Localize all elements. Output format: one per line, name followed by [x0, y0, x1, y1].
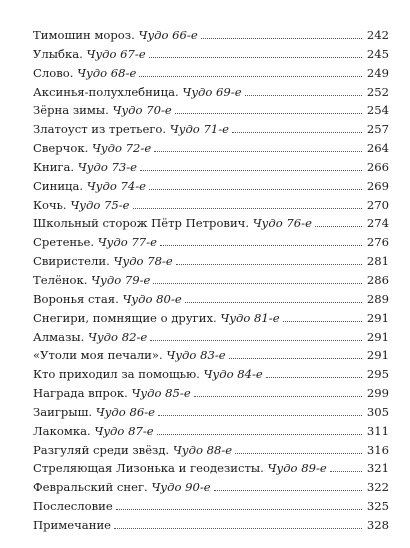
toc-entry-label: Слово. [33, 65, 74, 80]
toc-entry-page-number: 299 [366, 386, 389, 401]
toc-entry-chudo-number: Чудо 74-е [86, 178, 147, 193]
toc-entry-page-number: 286 [366, 272, 389, 287]
toc-entry-page-number: 291 [366, 329, 389, 344]
toc-entry [33, 271, 389, 290]
dot-leader [201, 38, 362, 39]
toc-entry-label: Воронья стая. [33, 291, 119, 306]
toc-entry-page-number: 311 [366, 423, 389, 438]
toc-entry-chudo-number: Чудо 79-е [91, 272, 151, 287]
dot-leader [139, 76, 362, 77]
toc-entry-page-number: 316 [366, 442, 389, 457]
toc-entry-page-number: 269 [366, 178, 389, 193]
dot-leader [158, 415, 362, 416]
dot-leader [330, 471, 362, 472]
toc-entry-page-number: 328 [366, 517, 389, 532]
toc-entry-label: Тимошин мороз. [33, 28, 135, 42]
toc-entry [33, 233, 389, 252]
toc-entry-title [33, 365, 263, 384]
toc-entry-chudo-number: Чудо 88-е [172, 442, 233, 457]
toc-entry [33, 101, 389, 120]
toc-entry-title [33, 177, 146, 196]
toc-entry-label: Телёнок. [33, 272, 88, 287]
dot-leader [114, 528, 362, 529]
toc-entry-label: Награда впрок. [33, 386, 128, 401]
toc-entry-title [33, 83, 242, 102]
toc-entry-page-number: 270 [366, 197, 389, 212]
toc-entry-label: Сретенье. [33, 235, 95, 250]
toc-entry-chudo-number: Чудо 72-е [91, 141, 152, 156]
dot-leader [140, 170, 362, 171]
toc-entry-title [33, 139, 151, 158]
toc-entry-chudo-number: Чудо 80-е [122, 291, 182, 306]
toc-entry [33, 497, 389, 516]
toc-entry-label: Разгуляй среди звёзд. [33, 442, 170, 457]
toc-entry-title [33, 26, 198, 45]
toc-entry-chudo-number: Чудо 78-е [113, 254, 173, 269]
toc-entry [33, 252, 389, 271]
toc-entry [33, 214, 389, 233]
toc-entry-label: Кто приходил за помощью. [33, 367, 200, 382]
toc-entry [33, 403, 389, 422]
toc-entry [33, 346, 389, 365]
toc-entry-title [33, 196, 130, 215]
toc-entry-label: Златоуст из третьего. [33, 122, 167, 137]
toc-entry-label: Февральский снег. [33, 480, 148, 495]
toc-entry-chudo-number: Чудо 73-е [77, 159, 138, 174]
toc-entry-chudo-number: Чудо 70-е [112, 103, 172, 118]
toc-entry-title [33, 101, 172, 120]
toc-entry-label: Свиристели. [33, 254, 110, 269]
dot-leader [214, 490, 362, 491]
toc-entry [33, 120, 389, 139]
toc-entry-page-number: 276 [366, 235, 389, 250]
dot-leader [116, 509, 362, 510]
dot-leader [176, 264, 362, 265]
toc-entry [33, 139, 389, 158]
toc-entry [33, 26, 389, 45]
dot-leader [133, 208, 362, 209]
dot-leader [245, 95, 362, 96]
toc-entry-chudo-number: Чудо 87-е [94, 423, 154, 438]
toc-entry-page-number: 257 [366, 122, 389, 137]
toc-entry-chudo-number: Чудо 85-е [131, 386, 191, 401]
toc-entry-label: Школьный сторож Пётр Петрович. [33, 216, 250, 231]
dot-leader [315, 226, 362, 227]
toc-entry-chudo-number: Чудо 69-е [182, 84, 242, 99]
toc-entry-page-number: 291 [366, 348, 389, 363]
toc-entry-chudo-number: Чудо 67-е [86, 46, 146, 61]
toc-entry-title [33, 328, 147, 347]
toc-entry-page-number: 245 [366, 46, 389, 61]
dot-leader [175, 113, 362, 114]
toc-entry [33, 365, 389, 384]
toc-entry-chudo-number: Чудо 82-е [88, 329, 148, 344]
toc-entry-page-number: 291 [366, 310, 389, 325]
dot-leader [235, 453, 362, 454]
toc-entry-page-number: 266 [366, 159, 389, 174]
toc-entry-chudo-number: Чудо 86-е [95, 404, 155, 419]
toc-entry [33, 158, 389, 177]
toc-entry-label: Синица. [33, 178, 84, 193]
toc-entry [33, 196, 389, 215]
toc-entry-title [33, 459, 327, 478]
toc-entry-label: «Утоли моя печали». [33, 348, 163, 363]
toc-entry [33, 422, 389, 441]
toc-entry-page-number: 249 [366, 65, 389, 80]
toc-entry [33, 441, 389, 460]
toc-entry-page-number: 322 [366, 480, 389, 495]
toc-entry-chudo-number: Чудо 66-е [138, 28, 198, 42]
toc-entry-title [33, 214, 312, 233]
toc-entry [33, 516, 389, 535]
toc-entry-chudo-number: Чудо 71-е [169, 122, 229, 137]
toc-entry [33, 328, 389, 347]
toc-entry-label: Сверчок. [33, 141, 89, 156]
toc-entry-page-number: 289 [366, 291, 389, 306]
toc-entry [33, 177, 389, 196]
toc-entry-page-number: 321 [366, 461, 389, 476]
dot-leader [229, 358, 362, 359]
dot-leader [149, 57, 362, 58]
dot-leader [283, 321, 362, 322]
toc-entry-chudo-number: Чудо 81-е [220, 310, 280, 325]
toc-entry [33, 83, 389, 102]
toc-entry [33, 478, 389, 497]
dot-leader [149, 189, 362, 190]
toc-entry-label: Улыбка. [33, 46, 83, 61]
toc-entry-chudo-number: Чудо 84-е [203, 367, 263, 382]
toc-entry-title [33, 158, 137, 177]
toc-entry-title [33, 497, 113, 516]
dot-leader [154, 151, 362, 152]
dot-leader [185, 302, 362, 303]
dot-leader [160, 245, 362, 246]
toc-entry-label: Послесловие [33, 499, 113, 514]
toc-entry-label: Кочь. [33, 197, 67, 212]
dot-leader [232, 132, 362, 133]
toc-entry-title [33, 422, 154, 441]
toc-entry-page-number: 252 [366, 84, 389, 99]
toc-entry-label: Аксинья-полухлебница. [33, 84, 179, 99]
toc-entry-chudo-number: Чудо 89-е [267, 461, 327, 476]
toc-entry-page-number: 274 [366, 216, 389, 231]
toc-entry-page-number: 295 [366, 367, 389, 382]
toc-entry-title [33, 120, 229, 139]
toc-entry-title [33, 252, 173, 271]
toc-entry-chudo-number: Чудо 90-е [151, 480, 211, 495]
toc-entry-label: Алмазы. [33, 329, 85, 344]
toc-entry-chudo-number: Чудо 83-е [166, 348, 226, 363]
toc-entry-title [33, 64, 136, 83]
toc-entry [33, 64, 389, 83]
dot-leader [150, 340, 362, 341]
toc-entry [33, 459, 389, 478]
toc-entry-page-number: 305 [366, 404, 389, 419]
toc-entry-chudo-number: Чудо 75-е [70, 197, 130, 212]
dot-leader [153, 283, 362, 284]
toc-entry-label: Лакомка. [33, 423, 91, 438]
toc-entry-label: Стреляющая Лизонька и геодезисты. [33, 461, 264, 476]
toc-entry-page-number: 254 [366, 103, 389, 118]
toc-entry-title [33, 233, 157, 252]
toc-entry-title [33, 346, 226, 365]
toc-entry [33, 45, 389, 64]
toc-entry-page-number: 281 [366, 254, 389, 269]
toc-entry-title [33, 271, 150, 290]
toc-entry-label: Зёрна зимы. [33, 103, 109, 118]
toc-entry-title [33, 478, 211, 497]
dot-leader [266, 377, 362, 378]
toc-entry-page-number: 325 [366, 499, 389, 514]
toc-entry-title [33, 45, 146, 64]
toc-entry-title [33, 309, 280, 328]
toc-entry-title [33, 290, 182, 309]
toc-entry [33, 309, 389, 328]
toc-entry-title [33, 516, 111, 535]
table-of-contents [33, 26, 389, 535]
toc-entry-page-number: 264 [366, 141, 389, 156]
toc-entry-chudo-number: Чудо 76-е [252, 216, 312, 231]
toc-entry-label: Заигрыш. [33, 404, 93, 419]
toc-entry-chudo-number: Чудо 77-е [97, 235, 157, 250]
toc-entry-label: Снегири, помнящие о других. [33, 310, 217, 325]
dot-leader [194, 396, 362, 397]
toc-entry [33, 290, 389, 309]
toc-entry-label: Примечание [33, 517, 112, 532]
toc-entry-title [33, 403, 155, 422]
toc-entry-title [33, 384, 191, 403]
toc-entry-chudo-number: Чудо 68-е [77, 65, 137, 80]
toc-entry-label: Книга. [33, 159, 75, 174]
toc-entry [33, 384, 389, 403]
toc-entry-page-number: 242 [366, 28, 389, 42]
toc-entry-title [33, 441, 232, 460]
dot-leader [157, 434, 362, 435]
